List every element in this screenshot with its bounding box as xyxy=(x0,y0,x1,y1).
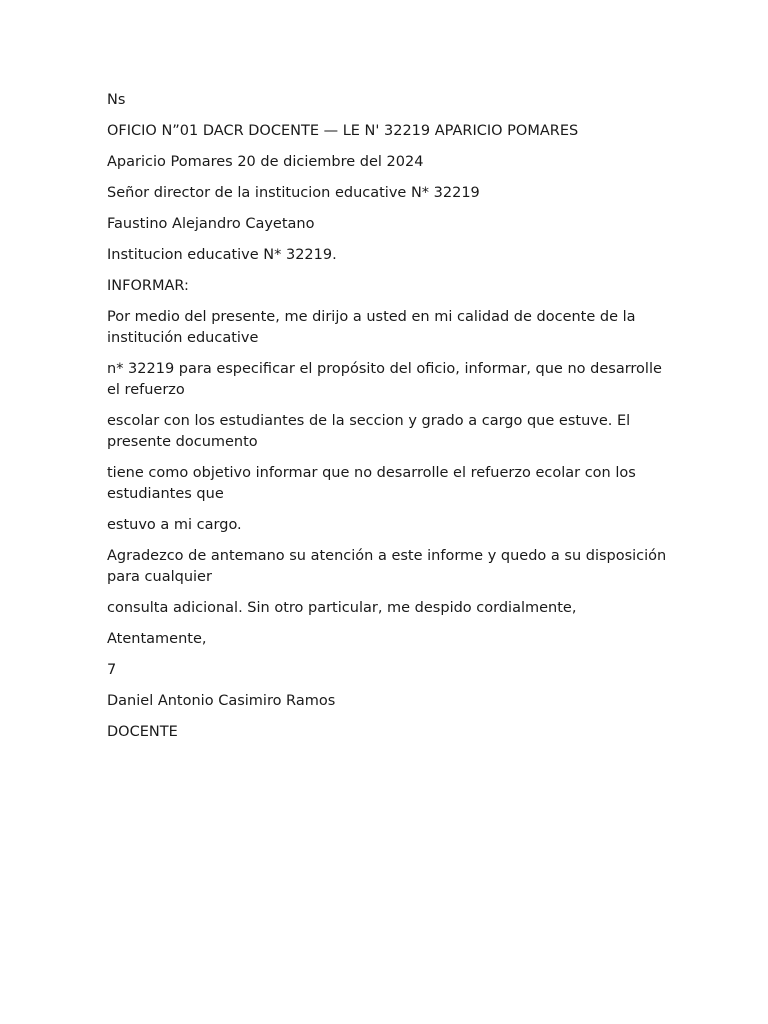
signature-mark: 7 xyxy=(107,662,117,678)
body-paragraph-7: consulta adicional. Sin otro particular, me despido cordialmente, xyxy=(107,600,577,616)
body-paragraph-6: Agradezco de antemano su atención a este informe y quedo a su disposición para cualquier xyxy=(107,548,667,585)
addressee-name: Faustino Alejandro Cayetano xyxy=(107,216,315,232)
body-paragraph-3: escolar con los estudiantes de la seccion y grado a cargo que estuve. El presente documento xyxy=(107,413,631,450)
reference-label: Ns xyxy=(107,92,126,108)
addressee-institution: Institucion educative N* 32219. xyxy=(107,247,337,263)
place-date: Aparicio Pomares 20 de diciembre del 2024 xyxy=(107,154,424,170)
addressee-title: Señor director de la institucion educative N* 32219 xyxy=(107,185,480,201)
signer-role: DOCENTE xyxy=(107,724,178,740)
document-body xyxy=(107,90,667,753)
signer-name: Daniel Antonio Casimiro Ramos xyxy=(107,693,336,709)
body-paragraph-4: tiene como objetivo informar que no desarrolle el refuerzo ecolar con los estudiantes que xyxy=(107,465,636,502)
oficio-number: OFICIO N”01 DACR DOCENTE — LE N' 32219 APARICIO POMARES xyxy=(107,123,579,139)
body-paragraph-1: Por medio del presente, me dirijo a usted en mi calidad de docente de la institución educative xyxy=(107,309,636,346)
closing: Atentamente, xyxy=(107,631,207,647)
subject-heading: INFORMAR: xyxy=(107,278,189,294)
body-paragraph-5: estuvo a mi cargo. xyxy=(107,517,242,533)
body-paragraph-2: n* 32219 para especificar el propósito del oficio, informar, que no desarrolle el refuerzo xyxy=(107,361,662,398)
